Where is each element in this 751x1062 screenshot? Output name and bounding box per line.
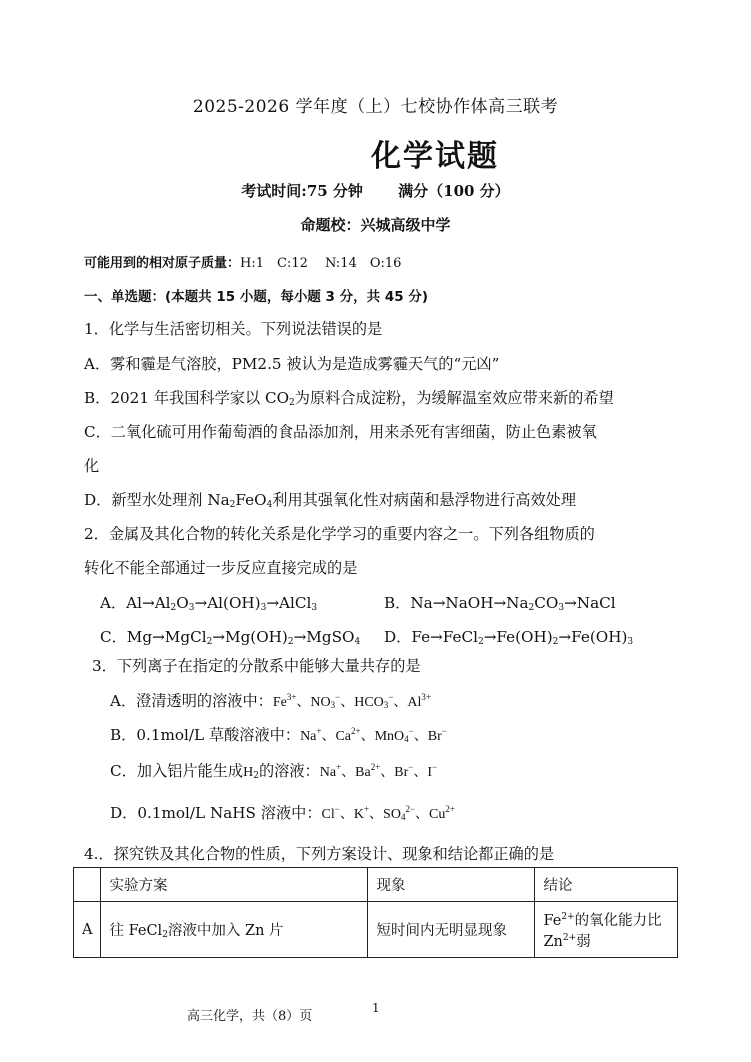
q2-c-4: →MgSO <box>293 628 355 646</box>
q3-a-ion9: 3+ <box>421 692 431 702</box>
q3-b-ion5: 4 <box>404 734 409 744</box>
q3-a-ion3: 3 <box>330 700 336 710</box>
q1-stem: 1．化学与生活密切相关。下列说法错误的是 <box>84 320 383 338</box>
footer-text: 高三化学，共（8）页 <box>187 1009 313 1024</box>
q1-d-post: 利用其强氧化性对病菌和悬浮物进行高效处理 <box>272 491 577 509</box>
q3-b-ion7: 、Br <box>413 729 442 744</box>
q2-d-5: 3 <box>627 637 634 647</box>
atomic-mass-label: 可能用到的相对原子质量： <box>84 256 241 271</box>
q2-a-1: 2 <box>170 603 177 613</box>
q3-c-mid: 的溶液： <box>258 762 320 780</box>
q2-b-4: →NaCl <box>564 594 616 612</box>
table-row <box>74 902 678 958</box>
q2-c-2: →Mg(OH) <box>212 628 288 646</box>
q3-a-ion8: 、Al <box>393 695 422 710</box>
page-title: 化学试题 <box>371 139 499 174</box>
q2-option-b <box>384 592 616 613</box>
q3-a-ion7: − <box>388 692 394 702</box>
q2-b-2: CO <box>534 594 559 612</box>
row-a-concl-post: 弱 <box>576 933 591 950</box>
page-number: 1 <box>372 1001 380 1015</box>
experiment-table <box>73 867 678 958</box>
q2-c-0: C．Mg→MgCl <box>100 628 207 646</box>
q3-c-ion5: − <box>408 762 414 772</box>
row-a-plan-pre: 往 FeCl <box>109 923 163 939</box>
q3-d-ion6: 2− <box>405 804 416 814</box>
q2-c-5: 4 <box>354 637 361 647</box>
q2-a-3: 3 <box>188 603 195 613</box>
q3-a-ion0: Fe <box>272 695 287 710</box>
q1-d-pre: D．新型水处理剂 Na <box>84 491 230 509</box>
q3-c-ion0: Na <box>319 765 337 780</box>
exam-header: 2025-2026 学年度（上）七校协作体高三联考 <box>192 97 559 117</box>
q3-a-ion4: − <box>335 692 341 702</box>
q2-a-7: 3 <box>311 603 318 613</box>
q3-b-ion6: − <box>408 726 414 736</box>
q3-a-ion1: 3+ <box>286 692 297 702</box>
q2-option-d <box>384 626 633 647</box>
q3-c-ion3: 2+ <box>370 762 381 772</box>
q3-c-pre: C．加入铝片能生成 <box>110 762 244 780</box>
q2-d-4: →Fe(OH) <box>558 628 628 646</box>
exam-info: 考试时间:75 分钟 满分（100 分） <box>241 182 510 200</box>
row-a-conclusion <box>535 902 678 958</box>
q3-c-ion4: 、Br <box>380 765 409 780</box>
q2-a-2: O <box>176 594 189 612</box>
q3-d-pre: D．0.1mol/L NaHS 溶液中： <box>110 804 322 822</box>
q2-b-0: B．Na→NaOH→Na <box>384 594 529 612</box>
q3-b-ion3: 2+ <box>351 726 361 736</box>
row-a-plan-post: 溶液中加入 Zn 片 <box>167 923 284 939</box>
q3-d-ion3: + <box>363 804 370 814</box>
q2-c-1: 2 <box>206 637 213 647</box>
q1-d-mid: FeO <box>235 491 267 509</box>
q4-stem: 4.．探究铁及其化合物的性质，下列方案设计、现象和结论都正确的是 <box>84 845 555 863</box>
q3-option-c <box>110 760 437 781</box>
q2-a-6: →AlCl <box>266 594 312 612</box>
row-a-concl-sup2: 2+ <box>562 932 577 943</box>
row-a-label: A <box>74 902 101 958</box>
q2-b-3: 3 <box>558 603 565 613</box>
q3-d-ion8: 2+ <box>445 804 455 814</box>
q1-b-pre: B．2021 年我国科学家以 CO <box>84 389 290 407</box>
row-a-phenomenon: 短时间内无明显现象 <box>368 902 535 958</box>
q3-b-ion0: Na <box>300 729 317 744</box>
q3-option-b <box>110 724 447 745</box>
q3-d-ion7: 、Cu <box>415 807 446 822</box>
atomic-mass-line <box>84 252 401 271</box>
q2-option-a <box>100 592 317 613</box>
row-a-plan-sub: 2 <box>162 930 168 940</box>
q2-stem-line2: 转化不能全部通过一步反应直接完成的是 <box>84 559 358 577</box>
q3-b-ion1: + <box>316 726 322 736</box>
q3-c-h: H <box>243 765 254 780</box>
q1-option-a: A．雾和霾是气溶胶，PM2.5 被认为是造成雾霾天气的“元凶” <box>84 355 500 373</box>
q3-d-ion1: − <box>334 804 340 814</box>
q3-stem: 3．下列离子在指定的分散系中能够大量共存的是 <box>92 657 421 675</box>
q2-option-c <box>100 626 360 647</box>
q3-c-ion7: − <box>432 762 438 772</box>
row-a-concl-sup: 2+ <box>561 911 575 922</box>
q1-option-b <box>84 387 614 408</box>
q2-a-5: 3 <box>260 603 267 613</box>
section-heading: 一、单选题：(本题共 15 小题，每小题 3 分，共 45 分) <box>84 289 429 305</box>
table-header-plan: 实验方案 <box>101 868 368 902</box>
q2-b-1: 2 <box>528 603 535 613</box>
q3-d-ion4: 、SO <box>369 807 401 822</box>
table-header-blank <box>74 868 101 902</box>
q3-c-ion2: 、Ba <box>341 765 371 780</box>
q2-d-3: 2 <box>552 637 559 647</box>
row-a-concl-pre: Fe <box>543 912 562 929</box>
row-a-concl-mid: 的氧化能力比 Zn <box>543 912 662 950</box>
q1-d-sub1: 2 <box>229 500 236 510</box>
table-header-row <box>74 868 678 902</box>
q1-b-sub: 2 <box>289 398 295 408</box>
q3-b-ion8: − <box>441 726 447 736</box>
q1-option-d <box>84 489 576 510</box>
school-name: 命题校：兴城高级中学 <box>300 216 451 234</box>
row-a-plan <box>101 902 368 958</box>
q3-d-ion5: 4 <box>400 812 406 822</box>
q3-b-ion4: 、MnO <box>360 729 405 744</box>
table-header-conclusion: 结论 <box>535 868 678 902</box>
q3-a-ion6: 3 <box>383 700 389 710</box>
q3-a-ion2: 、NO <box>296 695 331 710</box>
q2-d-0: D．Fe→FeCl <box>384 628 478 646</box>
q2-a-0: A．Al→Al <box>100 594 171 612</box>
q3-d-ion0: Cl <box>321 807 335 822</box>
q2-c-3: 2 <box>287 637 294 647</box>
q3-b-pre: B．0.1mol/L 草酸溶液中： <box>110 726 301 744</box>
atomic-mass-values: H:1 C:12 N:14 O:16 <box>240 256 402 271</box>
q1-d-sub2: 4 <box>266 500 273 510</box>
q3-d-ion2: 、K <box>339 807 364 822</box>
q3-option-a <box>110 690 431 711</box>
q2-a-4: →Al(OH) <box>194 594 261 612</box>
q2-d-2: →Fe(OH) <box>483 628 553 646</box>
q1-option-c-line1: C．二氧化硫可用作葡萄酒的食品添加剂，用来杀死有害细菌，防止色素被氧 <box>84 423 597 441</box>
q3-b-ion2: 、Ca <box>321 729 352 744</box>
q3-c-ion1: + <box>336 762 342 772</box>
q3-a-pre: A．澄清透明的溶液中： <box>110 692 273 710</box>
table-header-phenomenon: 现象 <box>368 868 535 902</box>
q3-c-ion6: 、I <box>413 765 433 780</box>
q3-a-ion5: 、HCO <box>340 695 384 710</box>
q3-option-d <box>110 802 455 823</box>
q2-d-1: 2 <box>477 637 484 647</box>
q1-b-post: 为原料合成淀粉，为缓解温室效应带来新的希望 <box>294 389 614 407</box>
q2-stem-line1: 2．金属及其化合物的转化关系是化学学习的重要内容之一。下列各组物质的 <box>84 525 595 543</box>
q3-c-sub: 2 <box>253 771 259 781</box>
q1-option-c-line2: 化 <box>84 457 100 475</box>
